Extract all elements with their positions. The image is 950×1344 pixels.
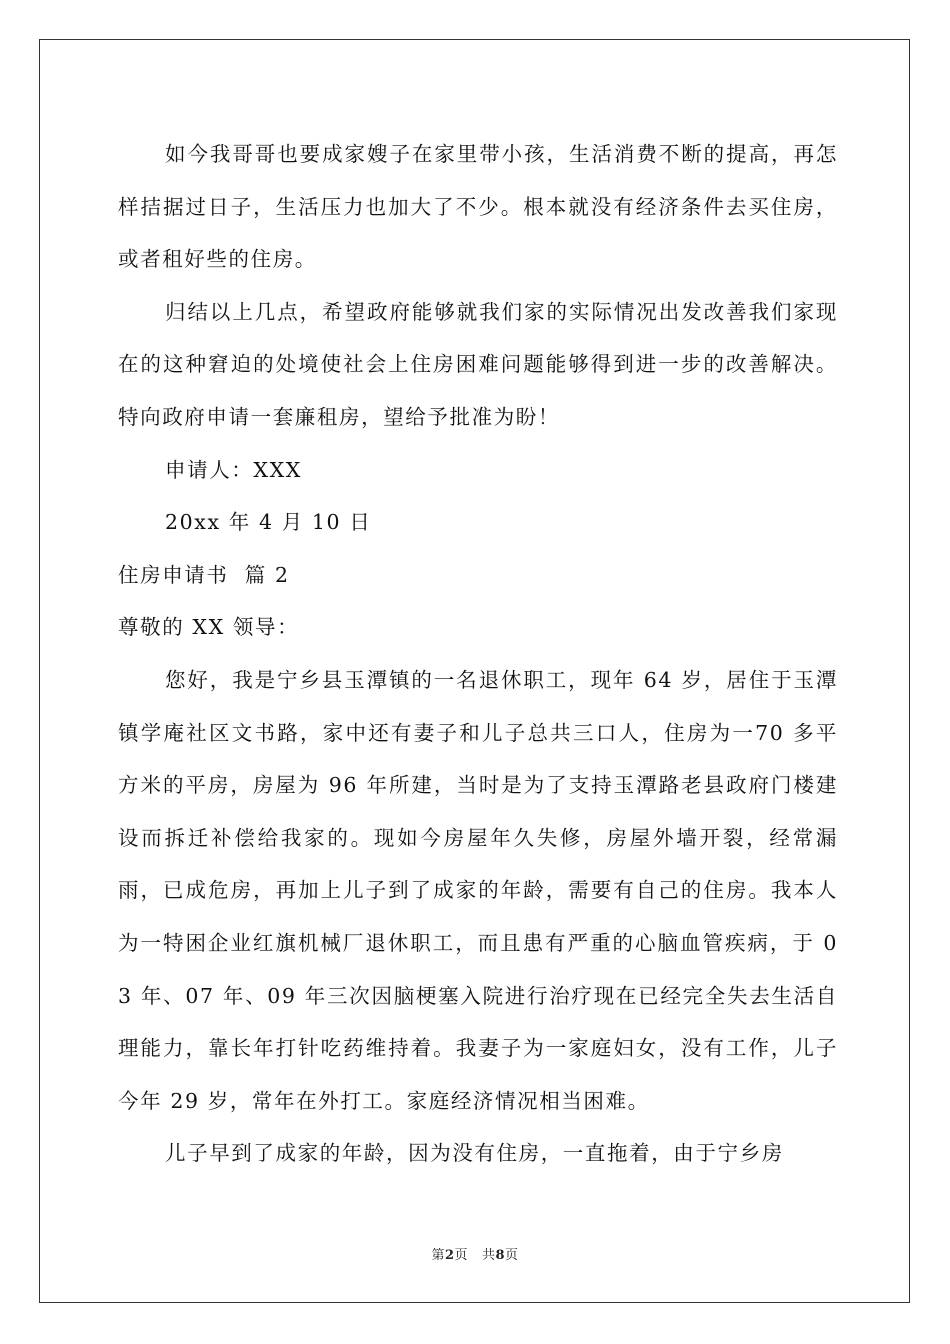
paragraph-request-summary: 归结以上几点，希望政府能够就我们家的实际情况出发改善我们家现在的这种窘迫的处境使社会上住房困难问题能够得到进一步的改善解决。特向政府申请一套廉租房，望给予批准为盼！: [118, 299, 838, 429]
footer-total-pages: 8: [495, 1248, 505, 1263]
paragraph-background: 您好，我是宁乡县玉潭镇的一名退休职工，现年 64 岁，居住于玉潭镇学庵社区文书路，家中还有妻子和儿子总共三口人，住房为一70 多平方米的平房，房屋为 96 年所建，当时是为了支持玉潭路老县政府门楼建设而拆迁补偿给我家的。现如今房屋年久失修，房屋外墙开裂，经常漏雨，已成危房，再加上儿子到了成家的年龄，需要有自己的住房。我本人为一特困企业红旗机械厂退休职工，而且患有严重的心脑血管疾病，于 03 年、07 年、09 年三次因脑梗塞入院进行治疗现在已经完全失去生活自理能力，靠长年打针吃药维持着。我妻子为一家庭妇女，没有工作，儿子今年 29 岁，常年在外打工。家庭经济情况相当困难。: [118, 667, 838, 1113]
paragraph-continuation: 儿子早到了成家的年龄，因为没有住房，一直拖着，由于宁乡房: [165, 1141, 784, 1166]
footer-mid: 页 共: [454, 1248, 496, 1263]
section-heading: 住房申请书 篇 2: [118, 562, 290, 587]
applicant-line: 申请人：XXX: [165, 457, 302, 482]
footer-prefix: 第: [431, 1248, 445, 1263]
footer-page-number: 2: [445, 1248, 455, 1263]
document-body: [118, 128, 838, 1180]
paragraph-housing-pressure: 如今我哥哥也要成家嫂子在家里带小孩，生活消费不断的提高，再怎样拮据过日子，生活压力也加大了不少。根本就没有经济条件去买住房，或者租好些的住房。: [118, 142, 838, 272]
page-footer: [0, 1244, 950, 1263]
footer-suffix: 页: [505, 1248, 519, 1263]
date-line: 20xx 年 4 月 10 日: [165, 510, 372, 535]
salutation: 尊敬的 XX 领导：: [118, 615, 300, 640]
